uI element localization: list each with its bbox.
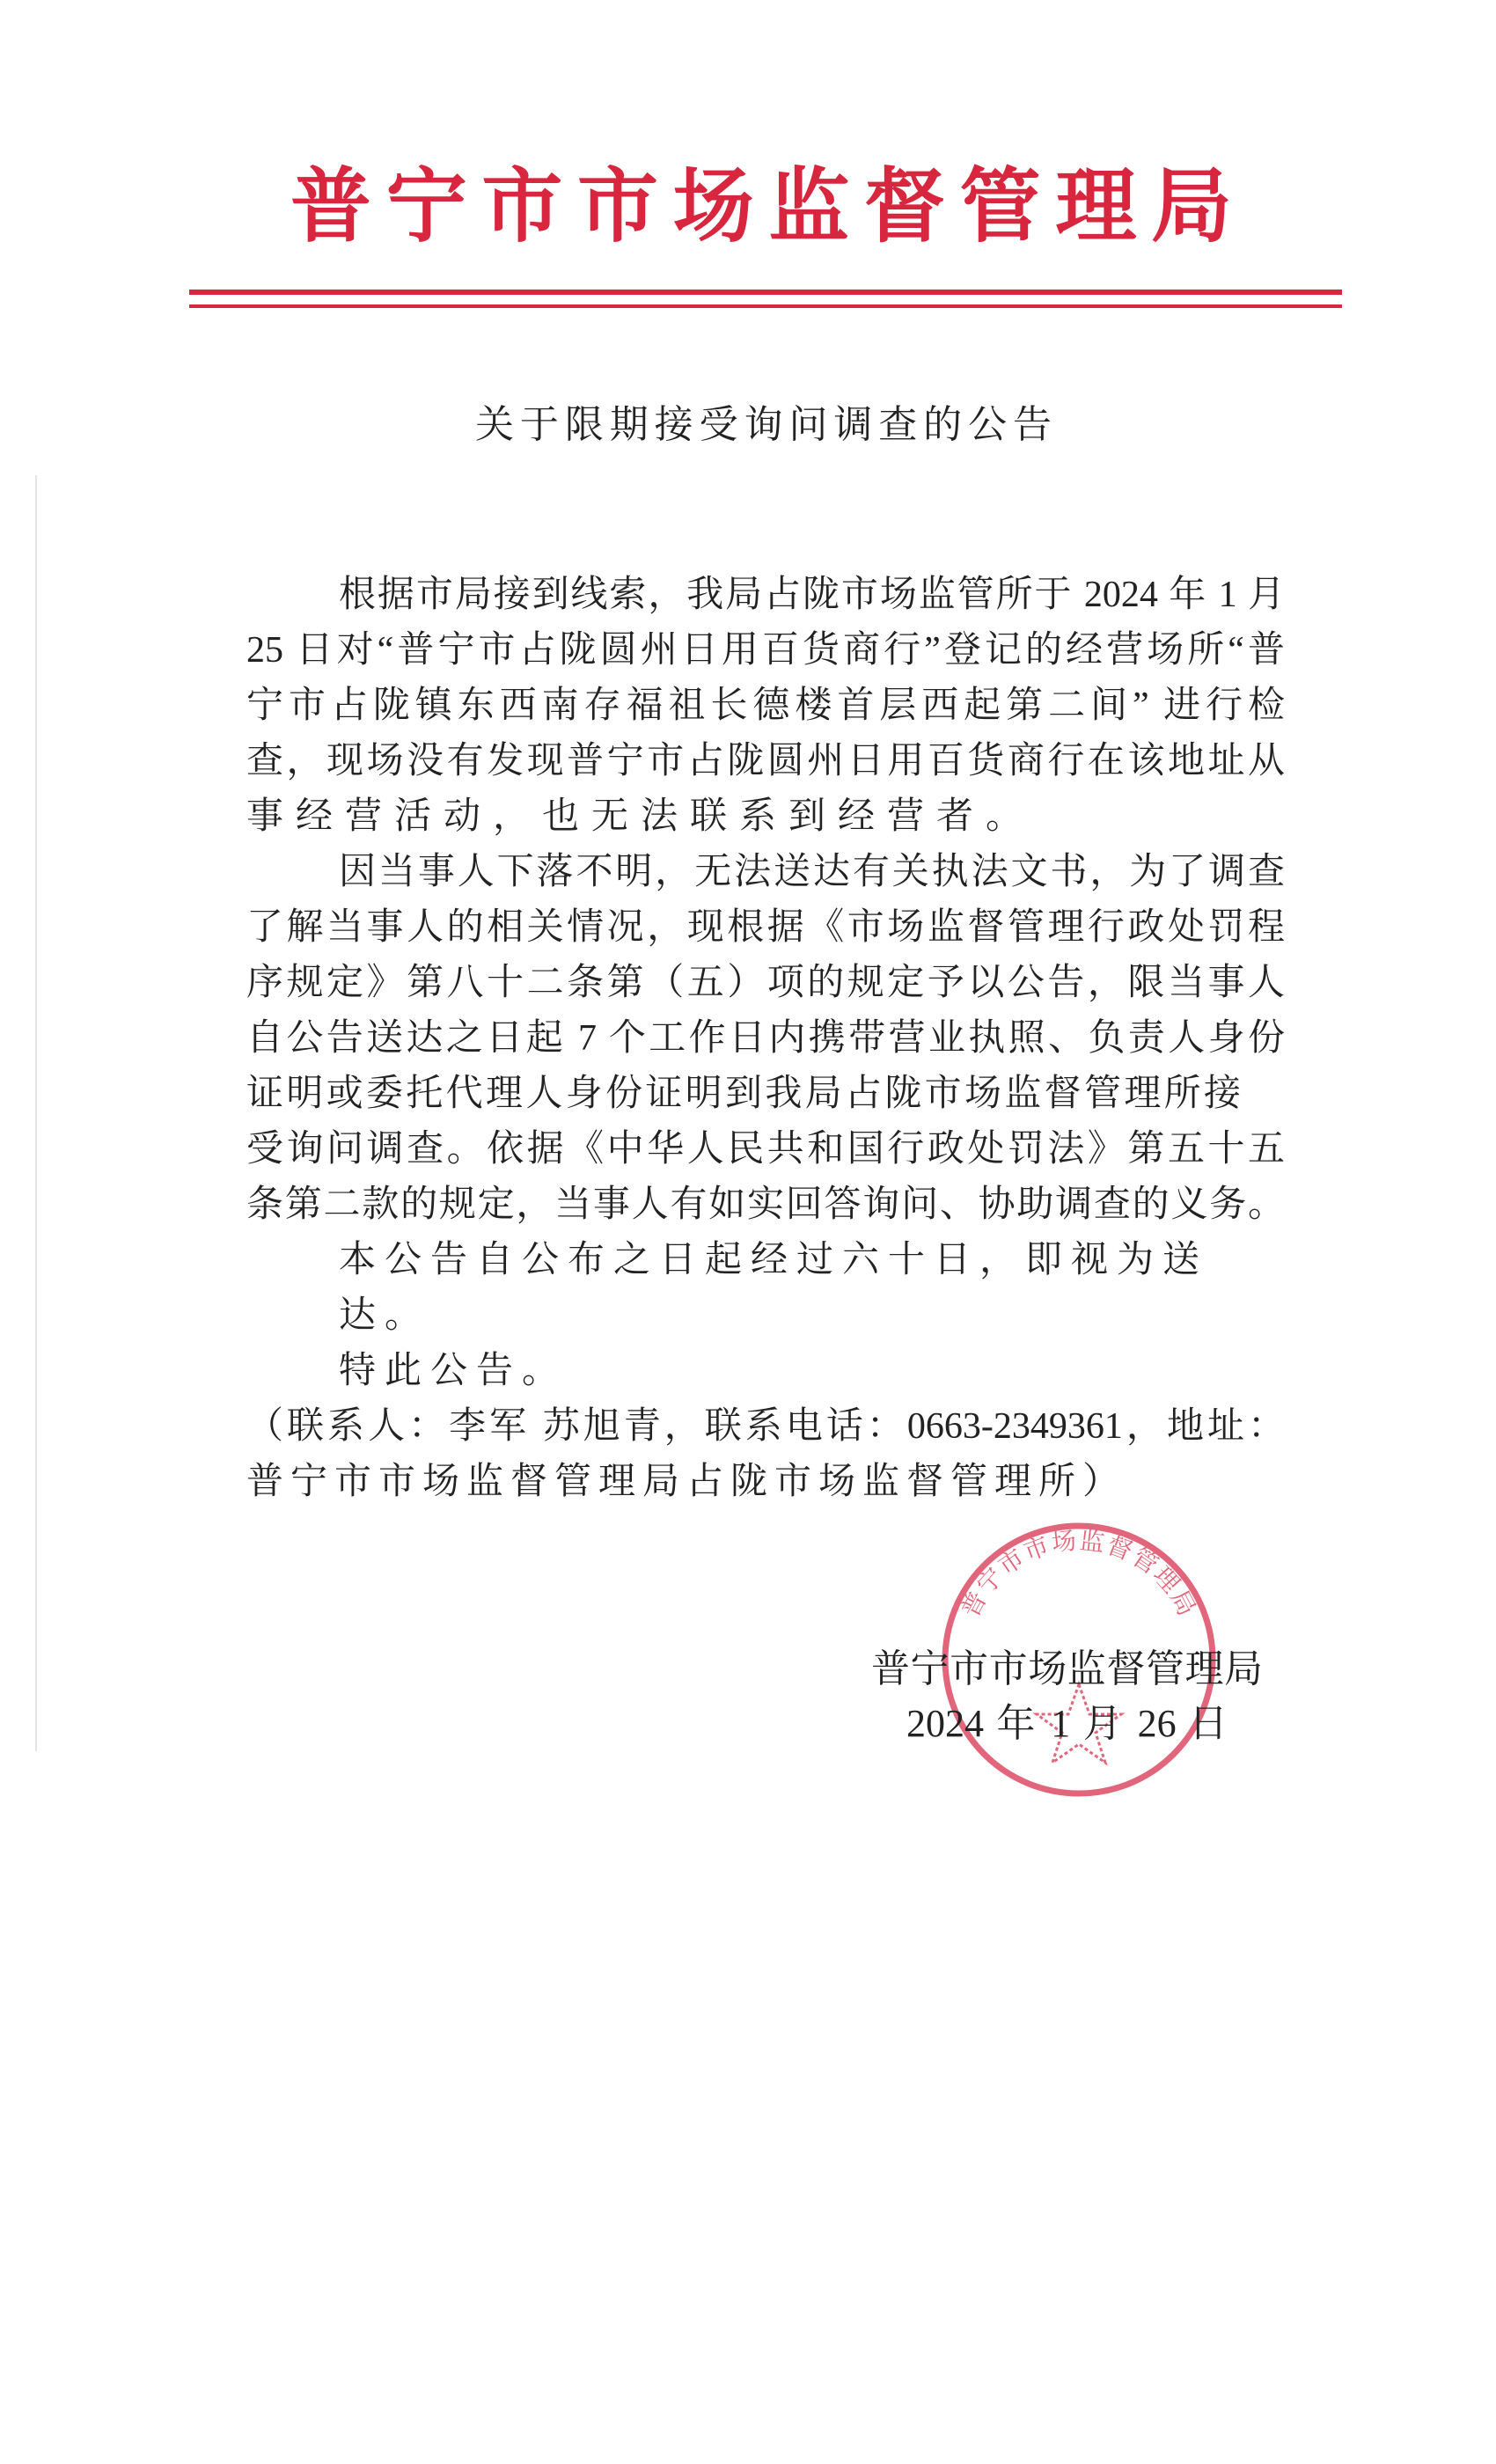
- text-line: 宁市占陇镇东西南存福祖长德楼首层西起第二间” 进行检: [246, 686, 1285, 726]
- notice-body: [246, 568, 1285, 1809]
- scan-artifact-line: [35, 475, 37, 1751]
- text-line: 自公告送达之日起 7 个工作日内携带营业执照、负责人身份: [246, 1018, 1285, 1059]
- text-line: 根据市局接到线索，我局占陇市场监管所于 2024 年 1 月: [339, 575, 1285, 615]
- text-line: 证明或委托代理人身份证明到我局占陇市场监督管理所接: [246, 1074, 1241, 1114]
- contact-info: [246, 1399, 1285, 1510]
- paragraph-2: [246, 845, 1285, 1233]
- svg-text:普宁市市场监督管理局: [956, 1526, 1203, 1623]
- text-line: 了解当事人的相关情况，现根据《市场监督管理行政处罚程: [246, 907, 1285, 948]
- notice-title: 关于限期接受询问调查的公告: [475, 403, 1052, 446]
- text-line: 序规定》第八十二条第（五）项的规定予以公告，限当事人: [246, 963, 1285, 1003]
- paragraph-1: [246, 568, 1285, 845]
- letterhead-rule-thin: [189, 304, 1342, 308]
- text-line: 事经营活动，也无法联系到经营者。: [246, 796, 1036, 837]
- closing-text: 特此公告。: [339, 1351, 568, 1391]
- letterhead-rule-thick: [189, 290, 1342, 295]
- text-line: 条第二款的规定，当事人有如实回答询问、协助调查的义务。: [246, 1184, 1285, 1225]
- signature-block: [871, 1519, 1263, 1809]
- text-line: 因当事人下落不明，无法送达有关执法文书，为了调查: [339, 852, 1285, 892]
- text-line: 普宁市市场监督管理局占陇市场监督管理所）: [246, 1462, 1127, 1502]
- signature-date: 2024 年 1 月 26 日: [906, 1702, 1228, 1745]
- text-line: 查，现场没有发现普宁市占陇圆州日用百货商行在该地址从: [246, 741, 1285, 781]
- text-line: （联系人：李军 苏旭青，联系电话：0663-2349361，地址：: [246, 1406, 1285, 1447]
- text-line: 受询问调查。依据《中华人民共和国行政处罚法》第五十五: [246, 1129, 1285, 1170]
- letterhead-org-name: 普宁市市场监督管理局: [290, 162, 1232, 252]
- paragraph-3: 本公告自公布之日起经过六十日，即视为送达。: [339, 1240, 1209, 1336]
- signature-org: 普宁市市场监督管理局: [871, 1647, 1263, 1690]
- text-line: 25 日对“普宁市占陇圆州日用百货商行”登记的经营场所“普: [246, 630, 1285, 671]
- stamp-text: 普宁市市场监督管理局: [955, 1525, 1203, 1623]
